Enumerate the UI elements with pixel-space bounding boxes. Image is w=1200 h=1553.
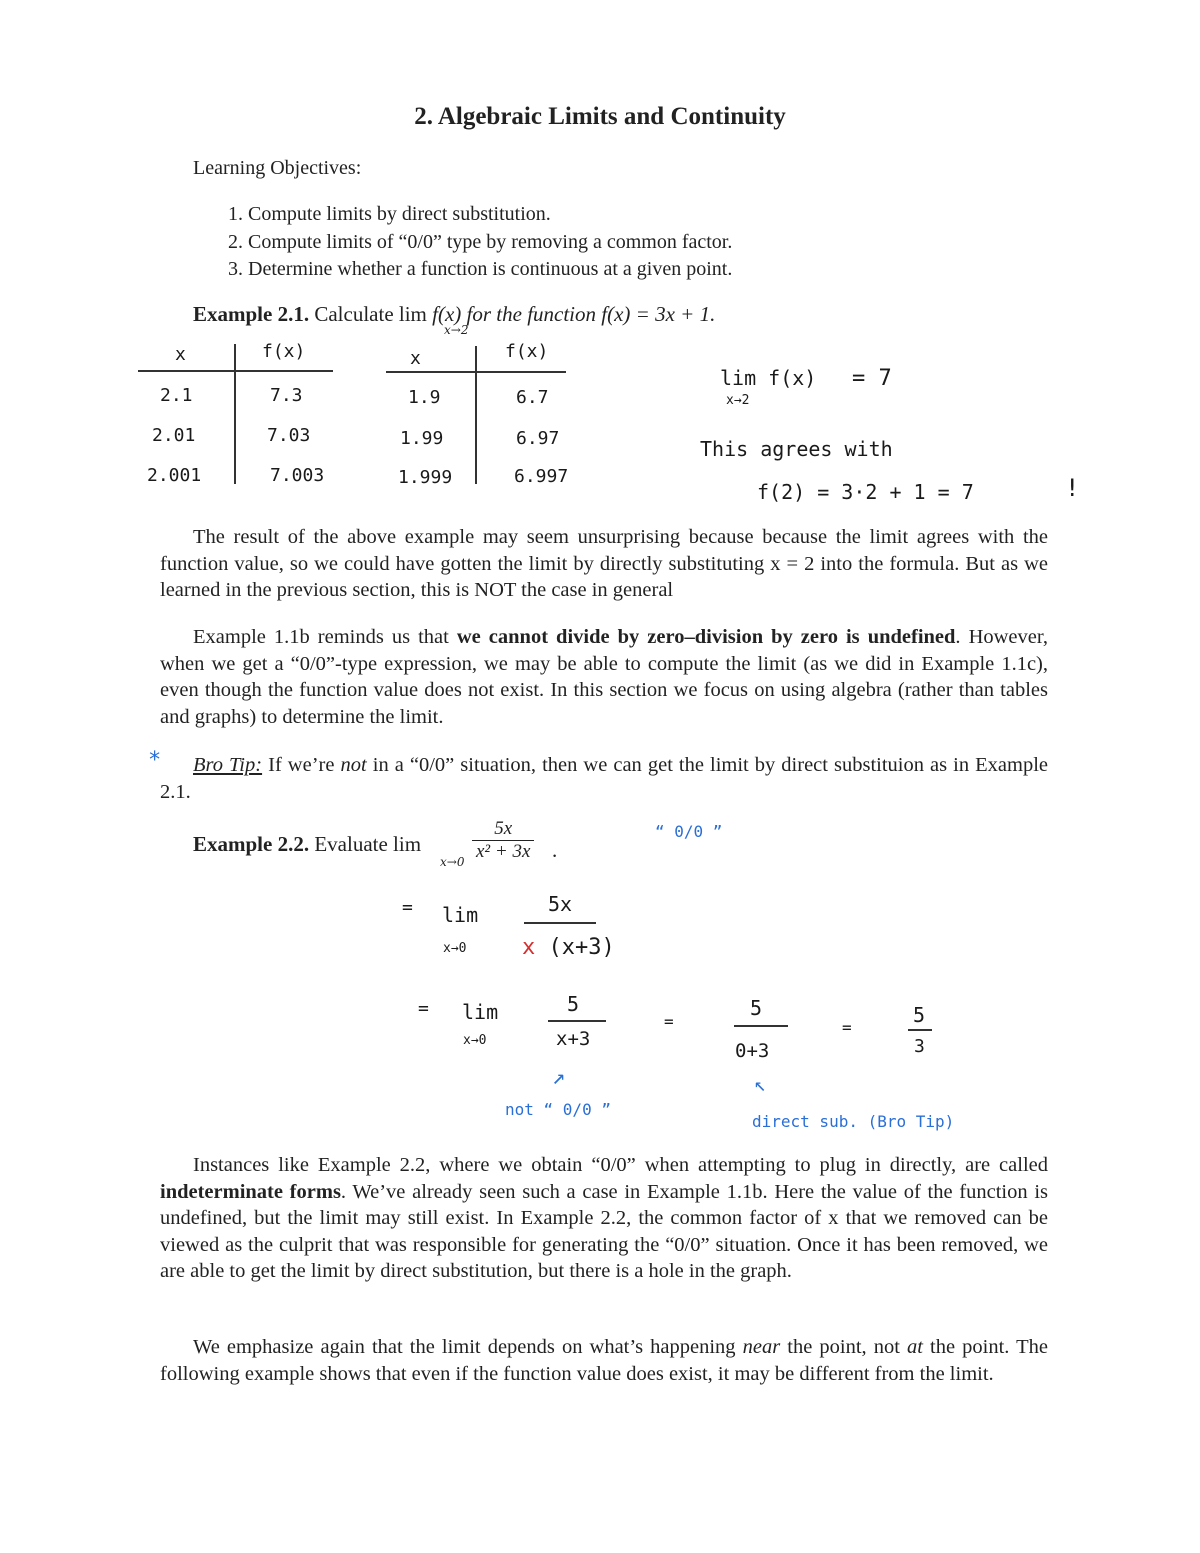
handwritten-denominator: 0+3 bbox=[735, 1040, 770, 1062]
bold-phrase: we cannot divide by zero–division by zero is undefined bbox=[456, 626, 956, 648]
handwritten-lim: lim bbox=[442, 903, 479, 927]
handwritten-lim: lim bbox=[462, 1000, 499, 1024]
bro-tip bbox=[160, 752, 1048, 805]
table-rule bbox=[138, 370, 333, 372]
example-text: f(x) for the function bbox=[432, 302, 597, 326]
handwritten-exclamation: ! bbox=[1065, 474, 1080, 502]
handwritten-lim-subscript: x→0 bbox=[463, 1033, 487, 1048]
objective-item: 1. Compute limits by direct substitution. bbox=[228, 203, 551, 225]
paragraph-text: We emphasize again that the limit depends on what’s happening bbox=[193, 1336, 743, 1358]
handwritten-lim-subscript: x→0 bbox=[443, 941, 467, 956]
paragraph-text: the point, not bbox=[780, 1336, 907, 1358]
table-cell: 7.3 bbox=[270, 385, 303, 406]
equals-sign: = bbox=[418, 998, 429, 1019]
table-header: f(x) bbox=[262, 341, 306, 362]
equals-sign: = bbox=[664, 1012, 674, 1031]
table-cell: 7.003 bbox=[270, 465, 325, 486]
bro-tip-text: in a “0/0” situation, then we can get the limit by direct substituion as in Example 2.1. bbox=[160, 754, 1049, 803]
paragraph bbox=[160, 1152, 1048, 1285]
arrow-icon: ↗ bbox=[552, 1065, 566, 1090]
handwritten-limit: lim f(x) bbox=[720, 366, 817, 390]
table-cell: 1.999 bbox=[398, 467, 453, 488]
period: . bbox=[552, 838, 558, 862]
example-text: Evaluate lim bbox=[314, 832, 422, 856]
bold-phrase: indeterminate forms bbox=[160, 1180, 341, 1203]
handwritten-denominator: 3 bbox=[914, 1036, 925, 1057]
objective-item: 3. Determine whether a function is continuous at a given point. bbox=[228, 258, 733, 280]
handwritten-note-not-0-over-0: not “ 0/0 ” bbox=[505, 1100, 611, 1119]
table-cell: 2.01 bbox=[152, 425, 196, 446]
example-2-2-statement bbox=[193, 832, 421, 857]
table-cell: 6.7 bbox=[516, 387, 549, 408]
table-cell: 2.1 bbox=[160, 385, 193, 406]
handwritten-numerator: 5 bbox=[750, 996, 763, 1020]
handwritten-denominator: x (x+3) bbox=[522, 935, 615, 960]
handwritten-numerator: 5 bbox=[567, 992, 580, 1016]
bro-tip-label: Bro Tip: bbox=[193, 754, 263, 776]
handwritten-note: This agrees with bbox=[700, 437, 893, 461]
equals-sign: = bbox=[402, 897, 413, 918]
paragraph-text: . We’ve already seen such a case in Example 1.1b. Here the value of the function is undefined, but the limit may still exist. In Example 2.2, the common factor of x that we removed can be viewed as the culprit that was responsible for generating the “0/0” situation. Once it has been removed, we are able to get the limit by direct substitution, but there is a hole in the graph. bbox=[160, 1180, 1048, 1282]
handwritten-note-direct-sub: direct sub. (Bro Tip) bbox=[752, 1112, 955, 1131]
arrow-icon: ↖ bbox=[754, 1072, 767, 1096]
paragraph-text: . However, when we get a “0/0”-type expression, we may be able to compute the limit (as we did in Example 1.1c), even though the function value does not exist. In this section we focus on using algebra (rather than tables and graphs) to determine the limit. bbox=[160, 626, 1049, 728]
handwritten-numerator: 5x bbox=[548, 892, 573, 916]
handwritten-limit-value: = 7 bbox=[852, 366, 892, 391]
table-header: x bbox=[175, 344, 186, 365]
example-label: Example 2.2. bbox=[193, 832, 310, 856]
emphasis: at bbox=[907, 1336, 923, 1358]
handwritten-note-0-over-0: “ 0/0 ” bbox=[655, 822, 723, 841]
handwritten-calculation: f(2) = 3·2 + 1 = 7 bbox=[757, 480, 974, 504]
fraction-bar bbox=[524, 922, 596, 924]
table-rule bbox=[234, 344, 236, 484]
table-cell: 2.001 bbox=[147, 465, 202, 486]
table-rule bbox=[475, 346, 477, 484]
table-header: f(x) bbox=[505, 341, 549, 362]
table-cell: 1.9 bbox=[408, 387, 441, 408]
handwritten-denominator: x+3 bbox=[556, 1028, 591, 1050]
paragraph-text: Example 1.1b reminds us that bbox=[193, 626, 457, 648]
fraction-bar bbox=[548, 1020, 606, 1022]
example-label: Example 2.1. bbox=[193, 302, 310, 326]
table-cell: 6.97 bbox=[516, 428, 560, 449]
table-cell: 6.997 bbox=[514, 466, 569, 487]
table-header: x bbox=[410, 348, 421, 369]
objective-item: 2. Compute limits of “0/0” type by removing a common factor. bbox=[228, 231, 733, 253]
star-icon: * bbox=[148, 748, 162, 773]
equals-sign: = bbox=[842, 1018, 852, 1037]
table-cell: 7.03 bbox=[267, 425, 311, 446]
fraction-bar bbox=[734, 1025, 788, 1027]
paragraph: The result of the above example may seem unsurprising because because the limit agrees with the function value, so we could have gotten the limit by directly substituting x = 2 into the formula. But as we learned in the previous section, this is NOT the case in general bbox=[160, 526, 1048, 601]
fraction-bar bbox=[908, 1029, 932, 1031]
bro-tip-text: If we’re bbox=[262, 754, 341, 776]
example-fraction bbox=[472, 818, 534, 863]
example-text: Calculate lim bbox=[314, 302, 427, 326]
function-formula: f(x) = 3x + 1. bbox=[601, 302, 716, 326]
handwritten-numerator: 5 bbox=[913, 1003, 926, 1027]
paragraph bbox=[160, 624, 1048, 730]
paragraph-text: the point. The following example shows that even if the function value does exist, it may be different from the limit. bbox=[160, 1336, 1048, 1385]
limit-subscript: x→2 bbox=[444, 323, 469, 337]
paragraph-text: Instances like Example 2.2, where we obtain “0/0” when attempting to plug in directly, are called bbox=[193, 1154, 1048, 1176]
page-title: 2. Algebraic Limits and Continuity bbox=[414, 103, 786, 130]
table-cell: 1.99 bbox=[400, 428, 444, 449]
fraction-denominator: x² + 3x bbox=[476, 841, 531, 862]
handwritten-limit-subscript: x→2 bbox=[726, 393, 750, 408]
objectives-heading: Learning Objectives: bbox=[193, 157, 362, 179]
paragraph bbox=[160, 1334, 1048, 1387]
cancelled-factor: x bbox=[522, 935, 536, 960]
fraction-numerator: 5x bbox=[472, 818, 534, 841]
limit-subscript: x→0 bbox=[440, 855, 465, 869]
emphasis: not bbox=[340, 754, 367, 776]
emphasis: near bbox=[742, 1336, 781, 1358]
